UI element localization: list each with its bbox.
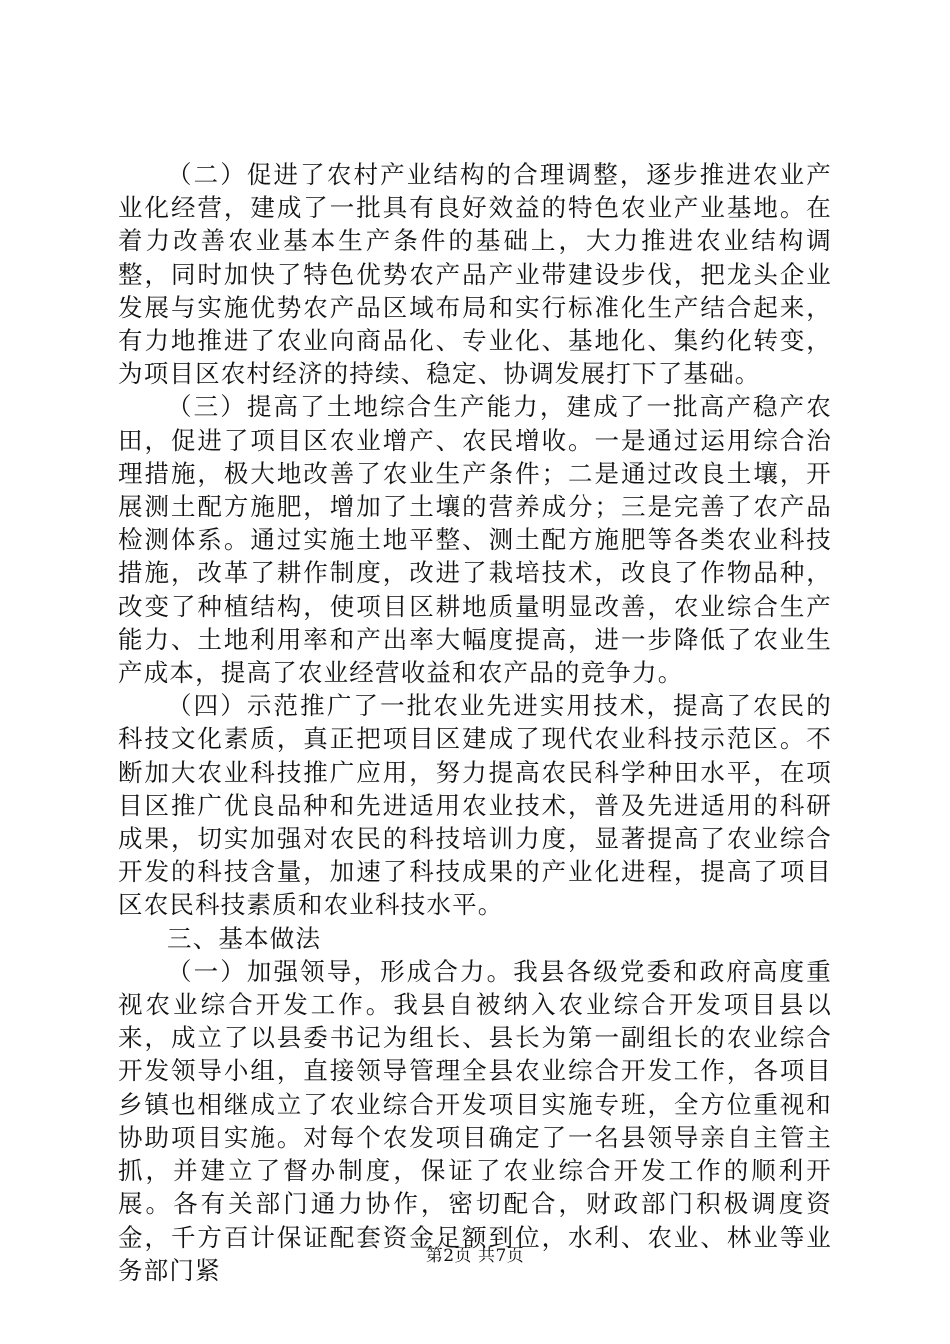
- paragraph-leadership: （一）加强领导，形成合力。我县各级党委和政府高度重视农业综合开发工作。我县自被纳入农业综合开发项目县以来，成立了以县委书记为组长、县长为第一副组长的农业综合开发领导小组，直接领导管理全县农业综合开发工作，各项目乡镇也相继成立了农业综合开发项目实施专班，全方位重视和协助项目实施。对每个农发项目确定了一名县领导亲自主管主抓，并建立了督办制度，保证了农业综合开发工作的顺利开展。各有关部门通力协作，密切配合，财政部门积极调度资金，千方百计保证配套资金足额到位，水利、农业、林业等业务部门紧: [118, 956, 832, 1285]
- document-body: [118, 158, 832, 1287]
- section-heading: 三、基本做法: [167, 923, 322, 953]
- page-number-footer: 第2页 共7页: [425, 1246, 525, 1266]
- paragraph-land-productivity: （三）提高了土地综合生产能力，建成了一批高产稳产农田，促进了项目区农业增产、农民增收。一是通过运用综合治理措施，极大地改善了农业生产条件；二是通过改良土壤，开展测土配方施肥，增加了土壤的营养成分；三是完善了农产品检测体系。通过实施土地平整、测土配方施肥等各类农业科技措施，改革了耕作制度，改进了栽培技术，改良了作物品种，改变了种植结构，使项目区耕地质量明显改善，农业综合生产能力、土地利用率和产出率大幅度提高，进一步降低了农业生产成本，提高了农业经营收益和农产品的竞争力。: [118, 392, 832, 688]
- paragraph-industry-structure: （二）促进了农村产业结构的合理调整，逐步推进农业产业化经营，建成了一批具有良好效益的特色农业产业基地。在着力改善农业基本生产条件的基础上，大力推进农业结构调整，同时加快了特色优势农产品产业带建设步伐，把龙头企业发展与实施优势农产品区域布局和实行标准化生产结合起来，有力地推进了农业向商品化、专业化、基地化、集约化转变，为项目区农村经济的持续、稳定、协调发展打下了基础。: [118, 160, 832, 389]
- paragraph-technology-promotion: （四）示范推广了一批农业先进实用技术，提高了农民的科技文化素质，真正把项目区建成了现代农业科技示范区。不断加大农业科技推广应用，努力提高农民科学种田水平，在项目区推广优良品种和先进适用农业技术，普及先进适用的科研成果，切实加强对农民的科技培训力度，显著提高了农业综合开发的科技含量，加速了科技成果的产业化进程，提高了项目区农民科技素质和农业科技水平。: [118, 691, 832, 920]
